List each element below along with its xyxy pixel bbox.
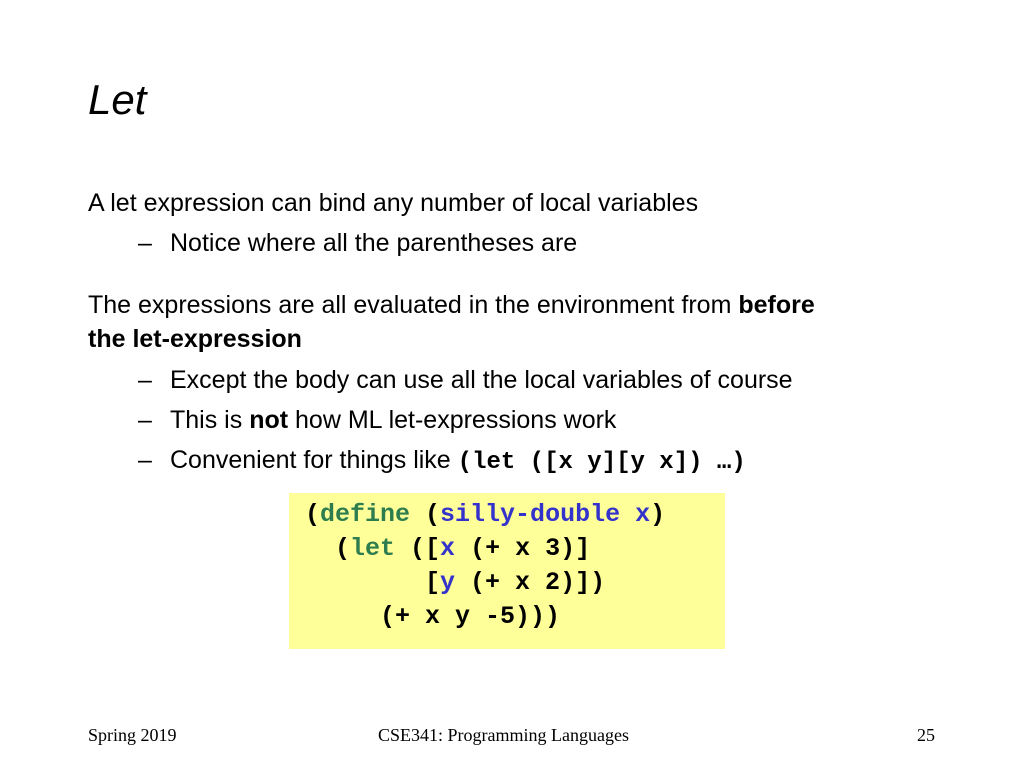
code-param-x: x xyxy=(635,500,651,529)
bullet-not-ml xyxy=(138,403,616,437)
paragraph-evaluation xyxy=(88,288,815,322)
bullet-text-rest: how ML let-expressions work xyxy=(288,406,617,434)
code-paren: [ xyxy=(305,568,441,597)
bullet-text: Notice where all the parentheses are xyxy=(170,229,578,257)
inline-code-let-swap: (let ([x y][y x]) …) xyxy=(457,449,746,476)
code-expr: (+ x 2)]) xyxy=(455,568,606,597)
code-line-2 xyxy=(305,532,590,566)
page-number: 25 xyxy=(917,725,935,745)
bullet-convenient xyxy=(138,443,746,480)
code-binding-y: y xyxy=(440,568,456,597)
slide-title: Let xyxy=(88,76,147,123)
code-paren: ( xyxy=(305,534,351,563)
footer-course: CSE341: Programming Languages xyxy=(378,725,629,745)
code-keyword-define: define xyxy=(320,500,411,529)
emphasis-not: not xyxy=(249,406,289,434)
code-block xyxy=(289,493,725,649)
bullet-text: Convenient for things like xyxy=(170,446,458,474)
code-paren: ) xyxy=(650,500,666,529)
footer-term: Spring 2019 xyxy=(88,725,177,745)
code-space xyxy=(620,500,635,529)
bullet-parentheses xyxy=(138,226,577,260)
bullet-text: This is xyxy=(170,406,250,434)
bullet-dash: – xyxy=(138,366,152,394)
bullet-dash: – xyxy=(138,406,152,434)
code-function-name: silly-double xyxy=(440,500,621,529)
code-keyword-let: let xyxy=(350,534,396,563)
paragraph-let-binding: A let expression can bind any number of local variables xyxy=(88,189,699,217)
code-line-4: (+ x y -5))) xyxy=(305,602,561,631)
code-line-3 xyxy=(305,566,605,600)
bullet-body-locals xyxy=(138,363,793,397)
code-line-1 xyxy=(305,498,665,532)
code-paren: ([ xyxy=(395,534,441,563)
code-expr: (+ x 3)] xyxy=(455,534,591,563)
code-paren: ( xyxy=(305,500,321,529)
emphasis-let-expression: the let-expression xyxy=(88,325,302,353)
emphasis-before: before xyxy=(738,291,815,319)
code-paren: ( xyxy=(410,500,441,529)
bullet-text: Except the body can use all the local variables of course xyxy=(170,366,793,394)
bullet-dash: – xyxy=(138,229,152,257)
bullet-dash: – xyxy=(138,446,152,474)
paragraph-text: The expressions are all evaluated in the environment from xyxy=(88,291,739,319)
code-binding-x: x xyxy=(440,534,456,563)
